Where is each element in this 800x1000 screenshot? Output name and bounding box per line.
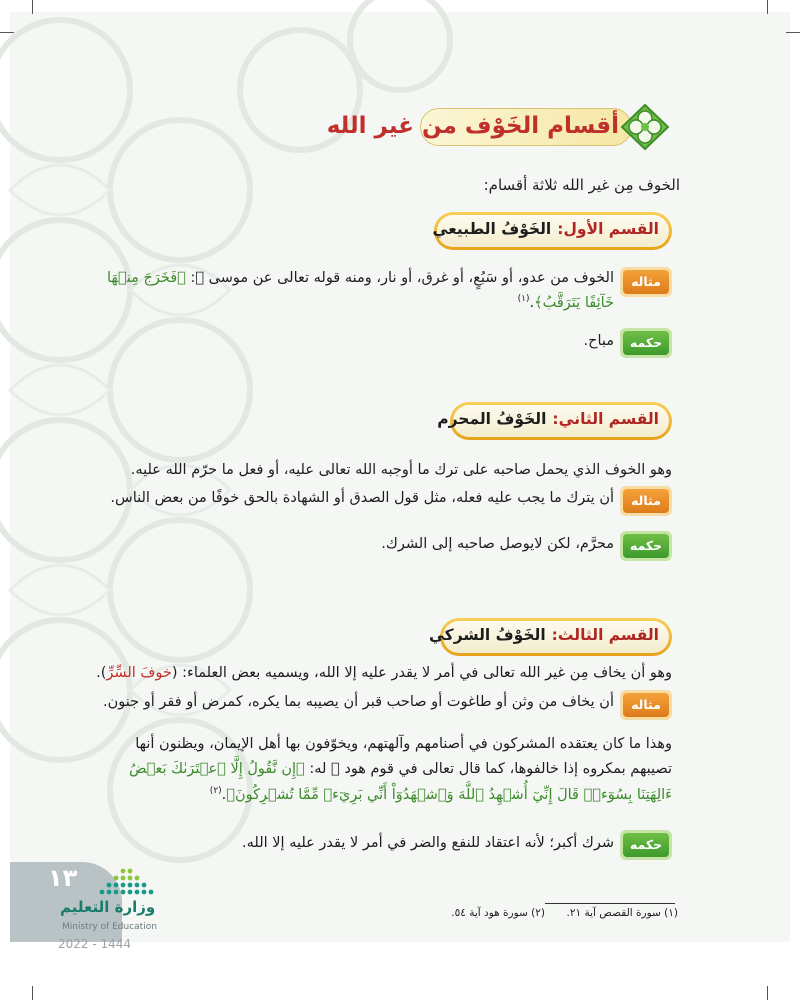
section-label: القسم الأول: (557, 220, 659, 238)
quran-verse: ﴿فَخَرَجَ مِنۡهَا (106, 270, 186, 286)
explanation-line-2: تصيبهم بمكروه إذا خالفوها، كما قال تعالى في قوم هود ﷺ له: ﴿إِن نَّقُولُ إِلَّا ٱعۡتَرَىٰكَ بَعۡضُ (129, 761, 672, 777)
ruling-tag: حكمه (620, 531, 672, 561)
quran-verse: خَآئِفًا يَتَرَقَّبُ﴾ (534, 294, 614, 311)
example-tag: مثاله (620, 267, 672, 297)
crop-mark (786, 32, 800, 33)
section-label: القسم الثاني: (552, 410, 659, 428)
example-text: أن يترك ما يجب عليه فعله، مثل قول الصدق أو الشهادة بالحق خوفًا من بعض الناس. (110, 490, 614, 506)
example-text: الخوف من عدو، أو سَبُعٍ، أو غرق، أو نار، ومنه قوله تعالى عن موسى ﷺ: ﴿فَخَرَجَ مِنۡهَا (106, 270, 614, 286)
footnote-rule (545, 903, 675, 904)
lesson-title-banner (326, 103, 670, 151)
edition-year: 2022 - 1444 (58, 937, 132, 951)
floral-emblem-icon (620, 103, 670, 151)
section-name: الخَوْفُ الشركي (429, 626, 546, 644)
quran-verse: ءَالِهَتِنَا بِسُوٓءٖۗ قَالَ إِنِّيٓ أُشۡهِدُ ٱللَّهَ وَٱشۡهَدُوٓاْ أَنِّي بَرِيٓءٞ مِّمَّا تُشۡرِكُونَ﴾ (226, 786, 672, 803)
crop-mark (767, 0, 768, 14)
footnote-ref: (١) (517, 294, 530, 304)
example-tag: مثاله (620, 486, 672, 516)
section-name: الخَوْفُ الطبيعي (432, 220, 552, 238)
crop-mark (0, 32, 14, 33)
ministry-name-en: Ministry of Education (62, 922, 157, 932)
title-pill (326, 108, 632, 146)
ruling-tag: حكمه (620, 328, 672, 358)
section-label: القسم الثالث: (551, 626, 659, 644)
quran-verse: ﴿إِن نَّقُولُ إِلَّا ٱعۡتَرَىٰكَ بَعۡضُ (129, 761, 305, 777)
intro-text: الخوف مِن غير الله ثلاثة أقسام: (483, 176, 680, 194)
example-tag: مثاله (620, 690, 672, 720)
explanation-line-3: ءَالِهَتِنَا بِسُوٓءٖۗ قَالَ إِنِّيٓ أُشۡهِدُ ٱللَّهَ وَٱشۡهَدُوٓاْ أَنِّي بَرِيٓءٞ مِّمَّا تُشۡرِكُونَ﴾.$^{(٢)}$ (209, 786, 672, 803)
section-header-1 (434, 212, 672, 250)
definition-text: وهو الخوف الذي يحمل صاحبه على ترك ما أوجبه الله تعالى عليه، أو فعل ما حرّم الله عليه. (130, 462, 672, 478)
definition-text: وهو أن يخاف مِن غير الله تعالى في أمر لا يقدر عليه إلا الله، ويسميه بعض العلماء: (خوفَ السِّرِّ). (96, 665, 672, 681)
page-number: ١٣ (48, 864, 78, 892)
footnote-ref: (٢) (209, 786, 222, 796)
crop-mark (32, 0, 33, 14)
ministry-logo-icon (96, 866, 166, 900)
example-text-cont: خَآئِفًا يَتَرَقَّبُ﴾.$^{(١)}$ (517, 294, 614, 311)
ruling-text: مباح. (583, 333, 614, 349)
definition-term: خوفَ السِّرِّ (106, 665, 172, 681)
ruling-tag: حكمه (620, 830, 672, 860)
crop-mark (32, 986, 33, 1000)
ministry-name-ar: وزارة التعليم (60, 898, 156, 916)
section-header-2 (437, 402, 672, 440)
ruling-text: محرَّم، لكن لايوصل صاحبه إلى الشرك. (381, 536, 614, 552)
section-name: الخَوْفُ المحرم (437, 410, 547, 428)
footnote-2: (٢) سورة هود آية ٥٤. (451, 907, 545, 919)
crop-mark (767, 986, 768, 1000)
footnote-1: (١) سورة القصص آية ٢١. (566, 907, 678, 919)
lesson-title: أقسام الخَوْف من غير الله (326, 113, 619, 139)
example-text: أن يخاف من وثن أو طاغوت أو صاحب قبر أن يصيبه بما يكره، كمرض أو فقر أو جنون. (103, 694, 614, 710)
explanation-line-1: وهذا ما كان يعتقده المشركون في أصنامهم وآلهتهم، ويخوّفون بها أهل الإيمان، ويظنون أنها (135, 736, 672, 752)
ruling-text: شرك أكبر؛ لأنه اعتقاد للنفع والضر في أمر لا يقدر عليه إلا الله. (242, 835, 614, 851)
section-header-3 (429, 618, 672, 656)
